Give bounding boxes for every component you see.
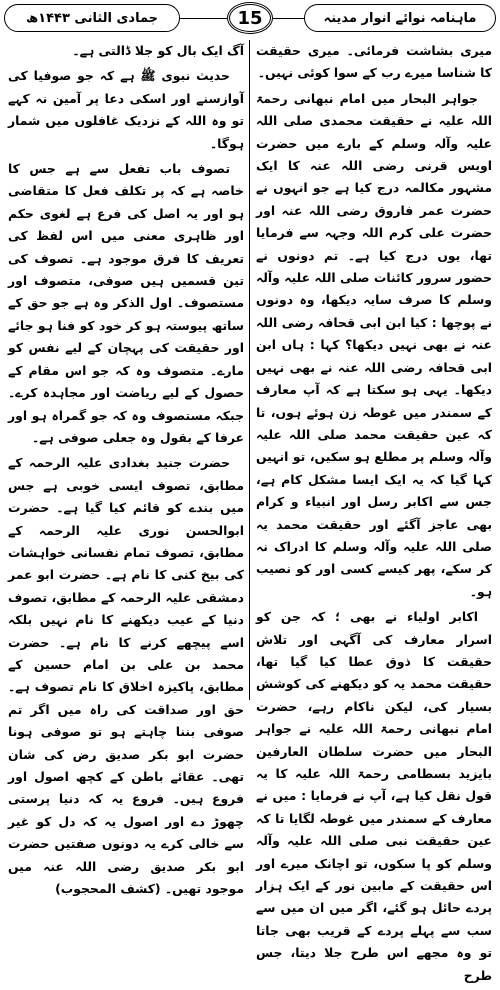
left-text-column <box>8 40 244 903</box>
left-paragraph-2: حدیث نبوی ﷺ ہے کہ جو صوفیا کی آوازسنے اور اسکی دعا پر آمین نہ کہے تو وہ اللہ کے نزدیک غافلوں میں شمار ہوگا۔ <box>8 68 244 151</box>
issue-date-label: جمادی الثانی ۱۴۴۳ھ <box>4 4 180 32</box>
header-rule-left <box>180 18 227 19</box>
left-paragraph-4: حضرت جنید بغدادی علیہ الرحمہ کے مطابق، تصوف ایسی خوبی ہے جس میں بندے کو قائم کیا گیا ہے۔ حضرت ابوالحسن نوری علیہ الرحمہ کے مطابق، تصوف تمام نفسانی خواہشات کی بیخ کنی کا نام ہے۔ حضرت ابو عمر دمشقی علیہ الرحمہ کے مطابق، تصوف دنیا کے عیب دیکھنے کا نام نہیں بلکہ اسے پیچھے کرنے کا نام ہے۔ حضرت محمد بن علی بن امام حسین کے مطابق، پاکیزہ اخلاق کا نام تصوف ہے۔ حق اور صداقت کی راہ میں اگر تم صوفی بننا چاہتے ہو تو صوفی ہونا حضرت ابو بکر صدیق رض کی شان تھی۔ عقائے باطن کے کچھ اصول اور فروع ہیں۔ فروع یہ کہ دنیا پرستی چھوڑ دے اور اصول یہ کہ دل کو غیر سے خالی کرے یہ دونوں صفتیں حضرت ابو بکر صدیق رضی اللہ عنہ میں موجود تھیں۔ (کشف المحجوب) <box>8 455 244 897</box>
left-paragraph-1: آگ ایک بال کو جلا ڈالتی ہے۔ <box>72 43 244 58</box>
column-divider <box>249 40 250 700</box>
right-paragraph-3: اکابر اولیاء نے بھی ؛ کہ جن کو اسرار معارف کی آگہی اور تلاش حقیقت کا ذوق عطا کیا گیا تھا، حقیقت محمد یہ کو دیکھنے کی کوشش بسیار کی، لیکن ناکام رہے، حضرت امام نبھانی رحمۃ اللہ علیہ نے جواہر البحار میں حضرت سلطان العارفین بایزید بسطامی رحمۃ اللہ علیہ کا یہ قول نقل کیا ہے، آپ نے فرمایا : میں نے معارف کے سمندر میں غوطہ لگایا تا کہ عین حقیقت نبی صلی اللہ علیہ وآلہ وسلم کو پا سکوں، تو اچانک میرے اور اس حقیقت کے مابین نور کے ایک ہزار پردے حائل ہو گئے، اگر میں ان میں سے سب سے پہلے پردے کے قریب بھی جاتا تو وہ مجھے اس طرح جلا دیتا، جس طرح <box>256 609 492 983</box>
right-text-column <box>256 40 492 990</box>
right-paragraph-2: جواہر البحار میں امام نبھانی رحمۃ اللہ علیہ نے حقیقت محمدی صلی اللہ علیہ وآلہ وسلم کے بارے میں حضرت اویس قرنی رضی اللہ عنہ کا ایک مشہور مکالمہ درج کیا ہے جو انہوں نے حضرت عمر فاروق رضی اللہ عنہ اور حضرت علی کرم اللہ وجہہ سے فرمایا تھا، یوں درج کیا ہے۔ تم دونوں نے حضور سرور کائنات صلی اللہ علیہ وآلہ وسلم کا صرف سایہ دیکھا، وہ دونوں نے پوچھا : کیا ابن ابی قحافہ رضی اللہ عنہ نے بھی نہیں دیکھا؟ کہا : ہاں ابن ابی قحافہ رضی اللہ عنہ نے بھی نہیں دیکھا۔ یہی ہو سکتا ہے کہ آپ معارف کے سمندر میں غوطہ زن ہوئے ہوں، تا کہ عین حقیقت محمد صلی اللہ علیہ وآلہ وسلم پر مطلع ہو سکیں، تو انہیں کہا گیا کہ یہ ایک ایسا مشکل کام ہے، جس سے اکابر رسل اور انبیاء و کرام بھی عاجز آگئے اور حقیقت محمد یہ صلی اللہ علیہ وآلہ وسلم کا ادراک نہ کر سکے، پھر کیسے کسی اور کو نصیب ہو۔ <box>256 90 492 599</box>
magazine-title-label: ماہنامہ نوائے انوار مدینہ <box>304 4 496 32</box>
header-rule-right <box>273 18 304 19</box>
left-paragraph-3: تصوف باب تفعل سے ہے جس کا خاصہ ہے کہ پر تکلف فعل کا متقاضی ہو اور یہ اصل کی فرع ہے لغوی حکم اور ظاہری معنی میں اس لفظ کی تعریف کا فرق موجود ہے۔ تصوف کی تین قسمیں ہیں صوفی، متصوف اور مستصوف۔ اول الذکر وہ ہے جو حق کے ساتھ پیوستہ ہو کر خود کو فنا ہو جائے اور حقیقت کی پہچان کے لیے نفس کو مارے۔ متصوف وہ کہ جو اس مقام کے حصول کے لیے ریاضت اور مجاہدہ کرے۔ جبکہ مستصوف وہ کہ جو گمراہ ہو اور عرفا کے بقول وہ جعلی صوفی ہے۔ <box>8 161 244 445</box>
right-paragraph-1: میری بشاشت فرمائی۔ میری حقیقت کا شناسا میرے رب کے سوا کوئی نہیں۔ <box>256 43 492 81</box>
page-header <box>4 4 496 34</box>
page-number: 15 <box>227 2 273 34</box>
